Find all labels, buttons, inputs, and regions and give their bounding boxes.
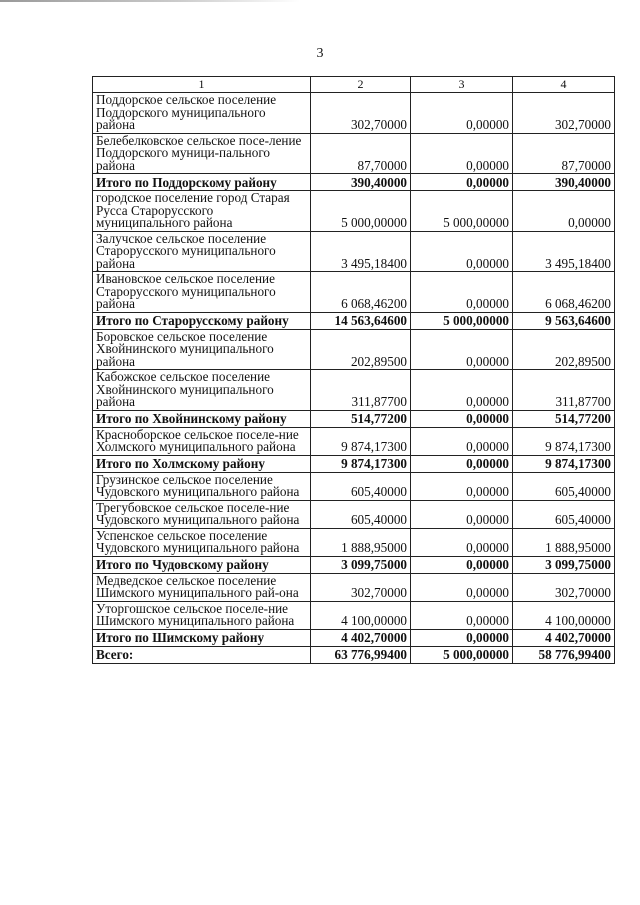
settlement-name-cell: Красноборское сельское поселе-ние Холмского муниципального района — [93, 427, 311, 455]
header-cell-1: 1 — [93, 77, 311, 93]
amount-column-4-cell: 6 068,46200 — [513, 272, 615, 313]
amount-column-3-cell: 0,00000 — [411, 133, 513, 174]
amount-column-3-cell: 5 000,00000 — [411, 312, 513, 329]
amount-column-3-cell: 0,00000 — [411, 329, 513, 370]
header-cell-2: 2 — [311, 77, 411, 93]
total-row — [93, 556, 615, 573]
amount-column-4-cell: 87,70000 — [513, 133, 615, 174]
amount-total-cell: 6 068,46200 — [311, 272, 411, 313]
table-row — [93, 472, 615, 500]
settlement-name-cell: Грузинское сельское поселение Чудовского муниципального района — [93, 472, 311, 500]
amount-column-3-cell: 0,00000 — [411, 556, 513, 573]
amount-column-4-cell: 302,70000 — [513, 573, 615, 601]
table-row — [93, 573, 615, 601]
amount-column-3-cell: 0,00000 — [411, 370, 513, 411]
amount-total-cell: 5 000,00000 — [311, 191, 411, 232]
amount-total-cell: 3 495,18400 — [311, 231, 411, 272]
amount-total-cell: 4 402,70000 — [311, 629, 411, 646]
amount-column-4-cell: 3 495,18400 — [513, 231, 615, 272]
amount-column-3-cell: 0,00000 — [411, 573, 513, 601]
amount-column-3-cell: 0,00000 — [411, 231, 513, 272]
header-row — [93, 77, 615, 93]
amount-total-cell: 14 563,64600 — [311, 312, 411, 329]
amount-column-3-cell: 0,00000 — [411, 528, 513, 556]
amount-column-4-cell: 4 100,00000 — [513, 601, 615, 629]
amount-total-cell: 302,70000 — [311, 573, 411, 601]
amount-total-cell: 605,40000 — [311, 500, 411, 528]
total-row — [93, 312, 615, 329]
amount-column-3-cell: 0,00000 — [411, 629, 513, 646]
settlement-name-cell: Итого по Шимскому району — [93, 629, 311, 646]
table-row — [93, 601, 615, 629]
amount-total-cell: 514,77200 — [311, 410, 411, 427]
amount-total-cell: 311,87700 — [311, 370, 411, 411]
amount-total-cell: 3 099,75000 — [311, 556, 411, 573]
amount-total-cell: 302,70000 — [311, 93, 411, 134]
amount-total-cell: 9 874,17300 — [311, 427, 411, 455]
settlement-name-cell: Уторгошское сельское поселе-ние Шимского муниципального района — [93, 601, 311, 629]
table-row — [93, 272, 615, 313]
table-row — [93, 133, 615, 174]
total-row — [93, 629, 615, 646]
amount-total-cell: 202,89500 — [311, 329, 411, 370]
total-row — [93, 174, 615, 191]
amount-column-4-cell: 514,77200 — [513, 410, 615, 427]
settlement-name-cell: Белебелковское сельское посе-ление Поддорского муници-пального района — [93, 133, 311, 174]
amount-column-4-cell: 605,40000 — [513, 500, 615, 528]
amount-column-4-cell: 9 563,64600 — [513, 312, 615, 329]
amount-column-3-cell: 0,00000 — [411, 272, 513, 313]
amount-column-3-cell: 0,00000 — [411, 455, 513, 472]
amount-column-3-cell: 0,00000 — [411, 472, 513, 500]
scan-edge-line — [0, 0, 300, 2]
settlement-name-cell: Итого по Старорусскому району — [93, 312, 311, 329]
amount-column-4-cell: 9 874,17300 — [513, 455, 615, 472]
amount-column-4-cell: 390,40000 — [513, 174, 615, 191]
amount-total-cell: 605,40000 — [311, 472, 411, 500]
table-row — [93, 191, 615, 232]
settlement-name-cell: Медведское сельское поселение Шимского муниципального рай-она — [93, 573, 311, 601]
header-cell-3: 3 — [411, 77, 513, 93]
amount-column-3-cell: 5 000,00000 — [411, 646, 513, 663]
settlement-name-cell: Трегубовское сельское поселе-ние Чудовского муниципального района — [93, 500, 311, 528]
settlement-name-cell: Итого по Поддорскому району — [93, 174, 311, 191]
settlement-name-cell: Успенское сельское поселение Чудовского муниципального района — [93, 528, 311, 556]
table-row — [93, 231, 615, 272]
header-cell-4: 4 — [513, 77, 615, 93]
settlement-name-cell: Кабожское сельское поселение Хвойнинского муниципального района — [93, 370, 311, 411]
settlement-name-cell: Залучское сельское поселение Старорусского муниципального района — [93, 231, 311, 272]
table-row — [93, 528, 615, 556]
total-row — [93, 455, 615, 472]
total-row — [93, 410, 615, 427]
settlement-name-cell: Итого по Чудовскому району — [93, 556, 311, 573]
amount-column-4-cell: 0,00000 — [513, 191, 615, 232]
amount-total-cell: 63 776,99400 — [311, 646, 411, 663]
amount-total-cell: 87,70000 — [311, 133, 411, 174]
table-body — [93, 77, 615, 664]
page-number: 3 — [316, 46, 324, 61]
amount-total-cell: 1 888,95000 — [311, 528, 411, 556]
amount-column-4-cell: 302,70000 — [513, 93, 615, 134]
amount-total-cell: 4 100,00000 — [311, 601, 411, 629]
settlement-name-cell: Итого по Холмскому району — [93, 455, 311, 472]
table-row — [93, 93, 615, 134]
amount-total-cell: 390,40000 — [311, 174, 411, 191]
amount-column-3-cell: 0,00000 — [411, 410, 513, 427]
amount-total-cell: 9 874,17300 — [311, 455, 411, 472]
budget-table — [92, 76, 615, 664]
amount-column-4-cell: 311,87700 — [513, 370, 615, 411]
amount-column-4-cell: 3 099,75000 — [513, 556, 615, 573]
amount-column-3-cell: 0,00000 — [411, 601, 513, 629]
table-row — [93, 427, 615, 455]
amount-column-3-cell: 0,00000 — [411, 500, 513, 528]
amount-column-3-cell: 5 000,00000 — [411, 191, 513, 232]
amount-column-4-cell: 4 402,70000 — [513, 629, 615, 646]
amount-column-4-cell: 605,40000 — [513, 472, 615, 500]
settlement-name-cell: Поддорское сельское поселение Поддорского муниципального района — [93, 93, 311, 134]
total-row — [93, 646, 615, 663]
amount-column-4-cell: 1 888,95000 — [513, 528, 615, 556]
settlement-name-cell: Всего: — [93, 646, 311, 663]
amount-column-4-cell: 9 874,17300 — [513, 427, 615, 455]
amount-column-4-cell: 58 776,99400 — [513, 646, 615, 663]
amount-column-4-cell: 202,89500 — [513, 329, 615, 370]
settlement-name-cell: городское поселение город Старая Русса Старорусского муниципального района — [93, 191, 311, 232]
settlement-name-cell: Итого по Хвойнинскому району — [93, 410, 311, 427]
table-row — [93, 500, 615, 528]
amount-column-3-cell: 0,00000 — [411, 427, 513, 455]
settlement-name-cell: Боровское сельское поселение Хвойнинского муниципального района — [93, 329, 311, 370]
settlement-name-cell: Ивановское сельское поселение Старорусского муниципального района — [93, 272, 311, 313]
amount-column-3-cell: 0,00000 — [411, 174, 513, 191]
table-row — [93, 329, 615, 370]
table-row — [93, 370, 615, 411]
amount-column-3-cell: 0,00000 — [411, 93, 513, 134]
